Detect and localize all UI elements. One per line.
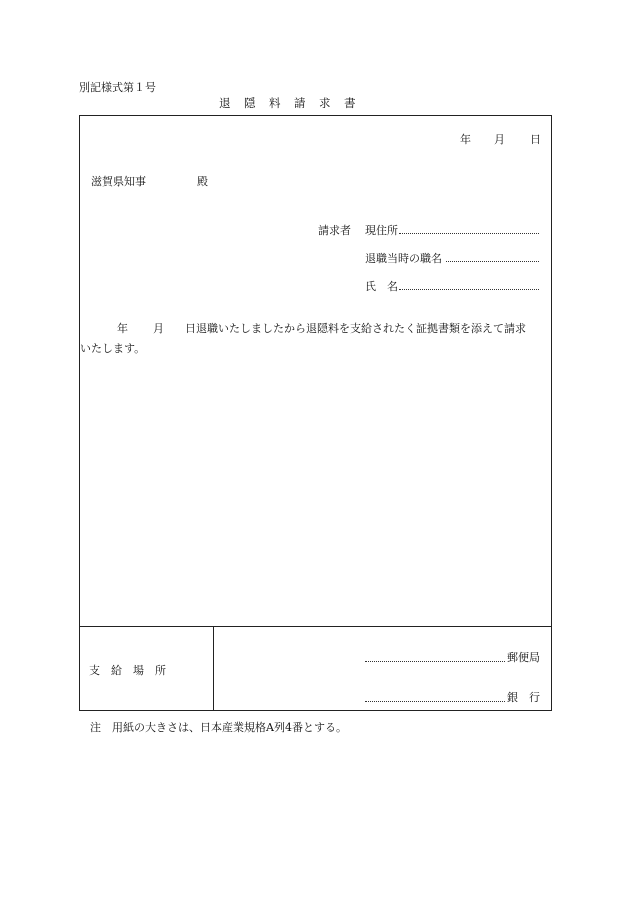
date-month: 月 bbox=[494, 133, 505, 146]
name-blank bbox=[399, 289, 539, 290]
post-office-blank bbox=[365, 661, 505, 662]
date-year: 年 bbox=[460, 133, 471, 146]
address-label: 現住所 bbox=[365, 224, 398, 237]
date-day: 日 bbox=[530, 133, 541, 146]
name-label: 氏 名 bbox=[365, 280, 398, 293]
body-month: 月 bbox=[153, 322, 164, 335]
page-title: 退 隠 料 請 求 書 bbox=[219, 96, 357, 110]
payment-divider bbox=[80, 626, 551, 627]
footnote: 注 用紙の大きさは、日本産業規格A列4番とする。 bbox=[90, 721, 347, 734]
claimant-label: 請求者 bbox=[318, 224, 351, 237]
form-number: 別記様式第１号 bbox=[79, 81, 156, 94]
address-blank bbox=[399, 233, 539, 234]
body-text-line1: 日退職いたしましたから退隠料を支給されたく証拠書類を添えて請求 bbox=[185, 322, 526, 335]
payment-label: 支 給 場 所 bbox=[89, 664, 166, 677]
position-label: 退職当時の職名 bbox=[365, 252, 442, 265]
bank-blank bbox=[365, 701, 505, 702]
form-frame bbox=[79, 115, 552, 711]
position-blank bbox=[446, 261, 539, 262]
bank-label: 銀 行 bbox=[507, 691, 540, 704]
body-year: 年 bbox=[117, 322, 128, 335]
addressee-name: 滋賀県知事 bbox=[91, 175, 146, 188]
body-text-line2: いたします。 bbox=[80, 342, 146, 355]
post-office-label: 郵便局 bbox=[507, 651, 540, 664]
payment-column-divider bbox=[213, 626, 214, 711]
addressee-honorific: 殿 bbox=[197, 175, 208, 188]
